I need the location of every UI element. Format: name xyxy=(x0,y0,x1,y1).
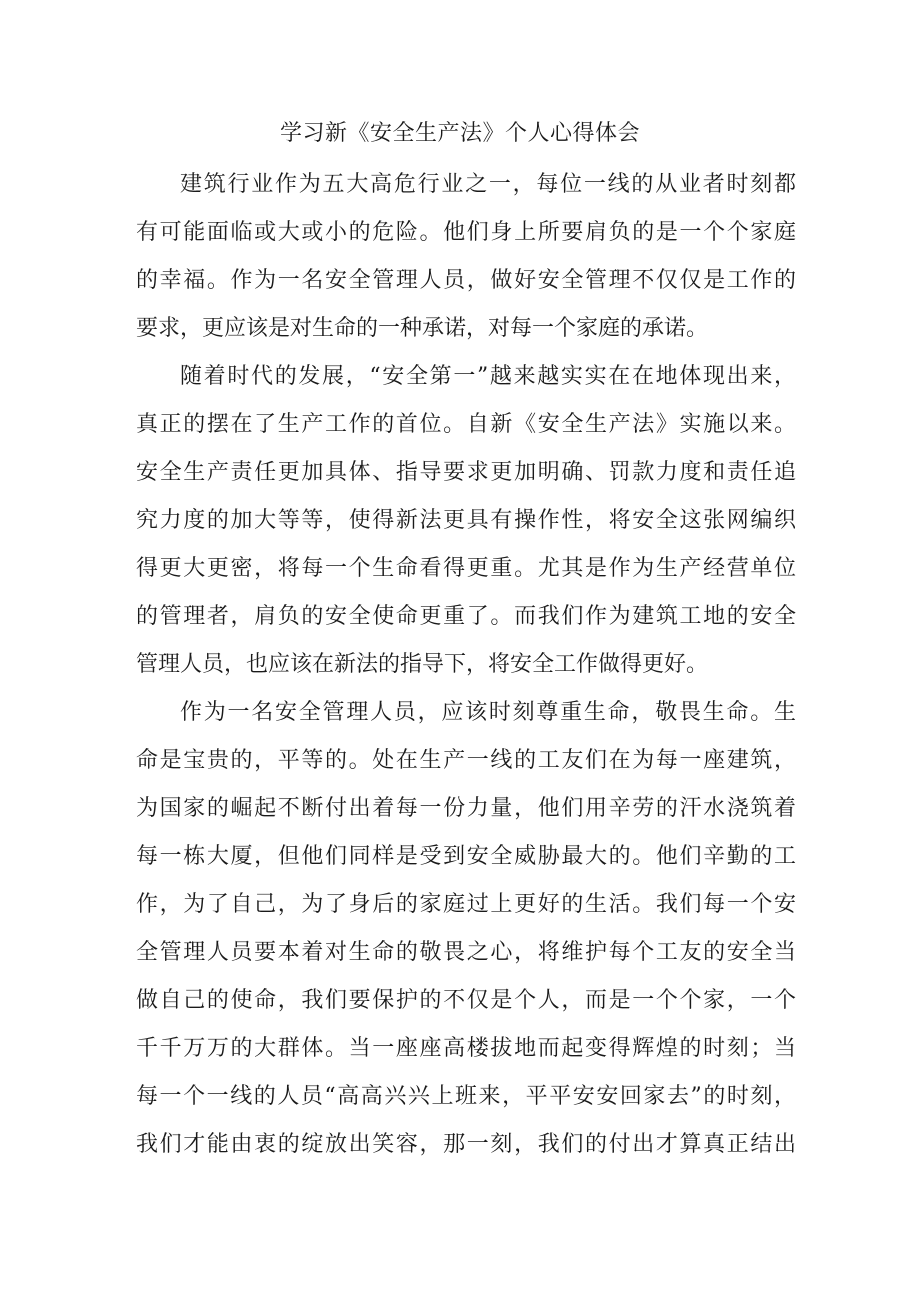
paragraph-line: 真正的摆在了生产工作的首位。自新《安全生产法》实施以来。 xyxy=(136,412,796,437)
paragraph-line: 管理人员，也应该在新法的指导下，将安全工作做得更好。 xyxy=(136,652,709,677)
document-title: 学习新《安全生产法》个人心得体会 xyxy=(279,121,640,146)
paragraph-line: 安全生产责任更加具体、指导要求更加明确、罚款力度和责任追 xyxy=(136,460,796,485)
paragraph-line: 每一个一线的人员“高高兴兴上班来，平平安安回家去”的时刻， xyxy=(136,1084,796,1109)
paragraph-line: 每一栋大厦，但他们同样是受到安全威胁最大的。他们辛勤的工 xyxy=(136,844,796,869)
paragraph-line: 做自己的使命，我们要保护的不仅是个人，而是一个个家，一个 xyxy=(136,988,796,1013)
paragraph-line: 的幸福。作为一名安全管理人员，做好安全管理不仅仅是工作的 xyxy=(136,268,796,293)
paragraph-line: 建筑行业作为五大高危行业之一，每位一线的从业者时刻都 xyxy=(180,172,796,197)
paragraph-line: 作为一名安全管理人员，应该时刻尊重生命，敬畏生命。生 xyxy=(180,700,796,725)
paragraph-line: 千千万万的大群体。当一座座高楼拔地而起变得辉煌的时刻；当 xyxy=(136,1036,796,1061)
paragraph-line: 有可能面临或大或小的危险。他们身上所要肩负的是一个个家庭 xyxy=(136,220,796,245)
paragraph-line: 究力度的加大等等，使得新法更具有操作性，将安全这张网编织 xyxy=(136,508,796,533)
paragraph-line: 作，为了自己，为了身后的家庭过上更好的生活。我们每一个安 xyxy=(136,892,796,917)
paragraph-line: 为国家的崛起不断付出着每一份力量，他们用辛劳的汗水浇筑着 xyxy=(136,796,796,821)
paragraph-line: 得更大更密，将每一个生命看得更重。尤其是作为生产经营单位 xyxy=(136,556,796,581)
paragraph-line: 要求，更应该是对生命的一种承诺，对每一个家庭的承诺。 xyxy=(136,316,709,341)
paragraph-line: 的管理者，肩负的安全使命更重了。而我们作为建筑工地的安全 xyxy=(136,604,796,629)
paragraph-line: 全管理人员要本着对生命的敬畏之心，将维护每个工友的安全当 xyxy=(136,940,796,965)
paragraph-line: 随着时代的发展，“安全第一”越来越实实在在地体现出来， xyxy=(180,364,796,389)
paragraph-line: 我们才能由衷的绽放出笑容，那一刻，我们的付出才算真正结出 xyxy=(136,1132,796,1157)
paragraph-line: 命是宝贵的，平等的。处在生产一线的工友们在为每一座建筑， xyxy=(136,748,796,773)
